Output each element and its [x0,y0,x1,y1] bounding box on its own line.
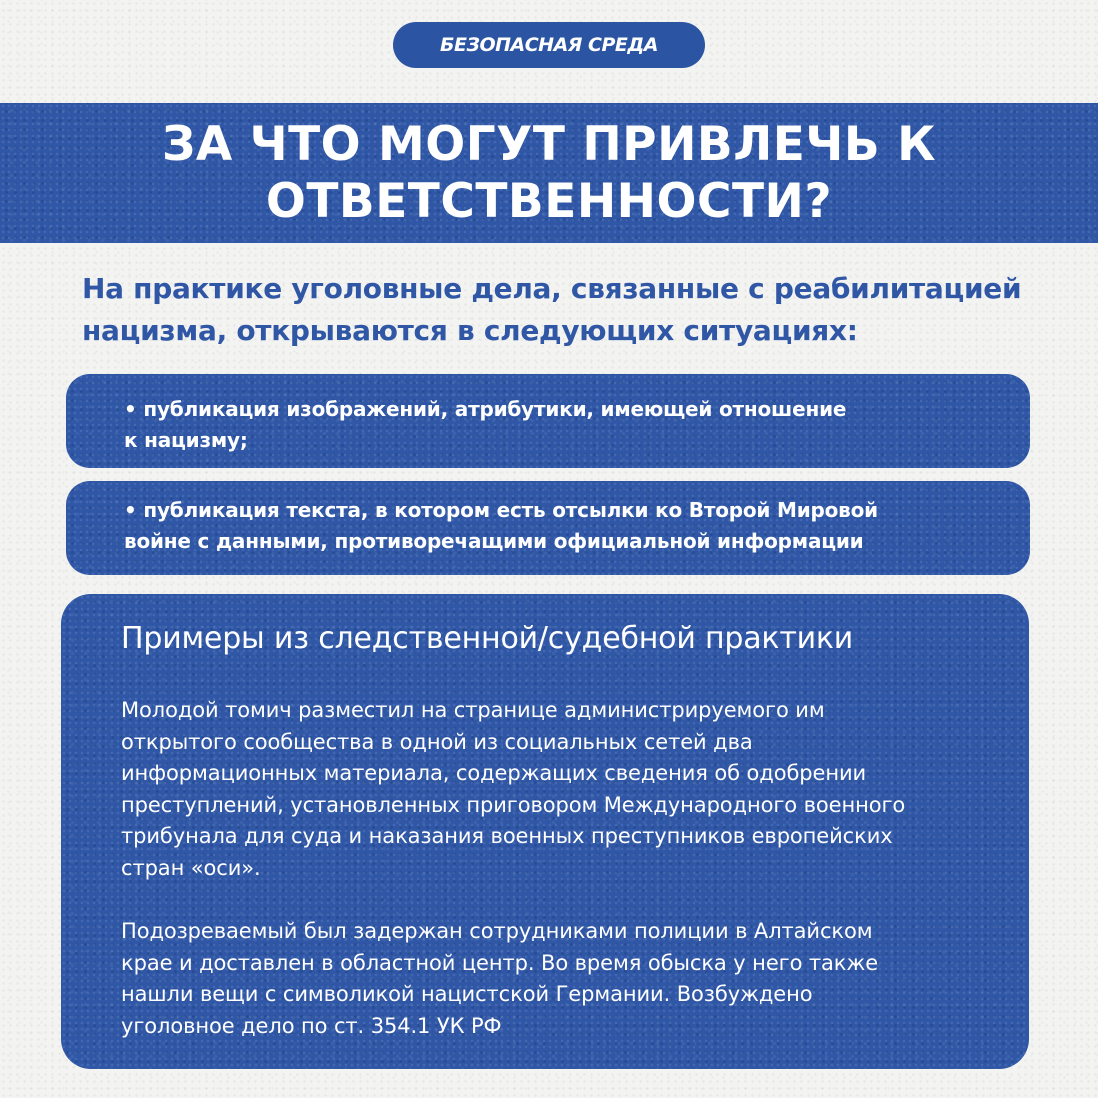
brand-badge [393,22,705,68]
situation-line: войне с данными, противоречащими официальной информации [124,529,864,553]
intro-line-1: На практике уголовные дела, связанные с реабилитацией [82,272,1022,305]
situation-line: • публикация изображений, атрибутики, имеющей отношение [124,397,847,421]
title-banner [0,103,1098,243]
example-paragraph-1 [121,695,989,884]
example-line: трибунала для суда и наказания военных преступников европейских [121,824,893,848]
situation-line: к нацизму; [124,428,248,452]
brand-badge-label: БЕЗОПАСНАЯ СРЕДА [440,34,658,56]
example-line: нашли вещи с символикой нацистской Германии. Возбуждено [121,982,813,1006]
situation-text [124,394,970,456]
example-paragraph-2 [121,916,989,1042]
example-line: уголовное дело по ст. 354.1 УК РФ [121,1013,502,1038]
situation-text [124,495,970,557]
page-title [162,116,936,230]
example-line: открытого сообщества в одной из социальных сетей два [121,729,753,754]
intro-text [82,268,1072,352]
example-line: Молодой томич разместил на странице администрируемого им [121,698,825,722]
example-line: стран «оси». [121,855,261,880]
example-line: информационных материала, содержащих сведения об одобрении [121,761,867,785]
situation-line: • публикация текста, в котором есть отсылки ко Второй Мировой [124,498,878,522]
example-line: Подозреваемый был задержан сотрудниками полиции в Алтайском [121,919,873,943]
page-title-line-2: ОТВЕТСТВЕННОСТИ? [265,174,833,229]
page-title-line-1: ЗА ЧТО МОГУТ ПРИВЛЕЧЬ К [162,117,936,172]
examples-panel [61,594,1029,1069]
situation-card-images [66,374,1030,468]
example-line: крае и доставлен в областной центр. Во время обыска у него также [121,950,879,975]
examples-heading: Примеры из следственной/судебной практики [121,621,854,656]
example-line: преступлений, установленных приговором Международного военного [121,792,906,817]
situation-card-texts [66,481,1030,575]
intro-line-2: нацизма, открываются в следующих ситуациях: [82,314,858,347]
